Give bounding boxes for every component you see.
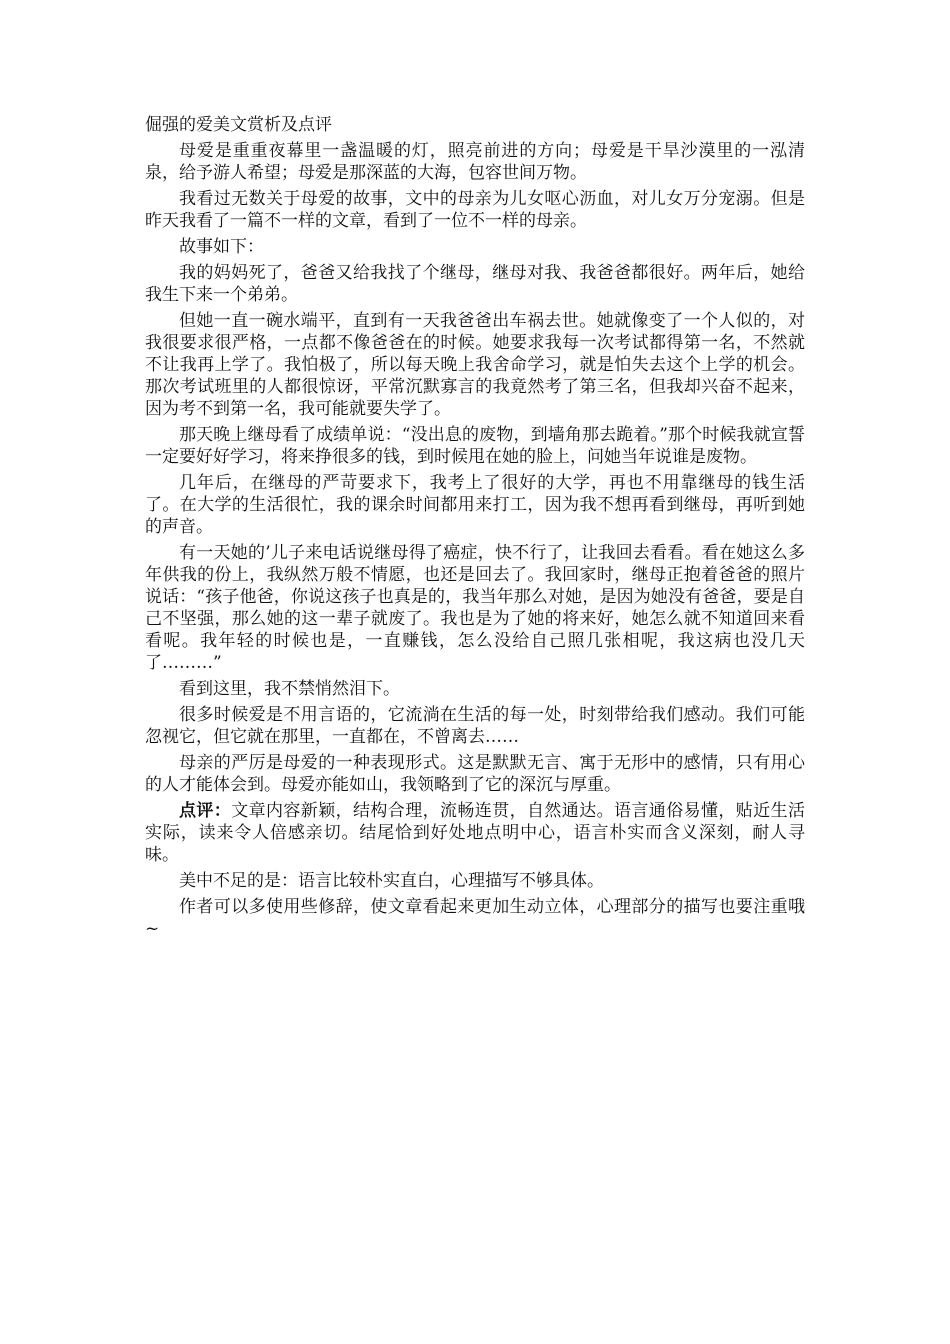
shortcoming-paragraph: 美中不足的是：语言比较朴实直白，心理描写不够具体。 [179,871,604,891]
paragraph: 那天晚上继母看了成绩单说：“没出息的废物，到墙角那去跪着。”那个时候我就宣誓一定要好好学习，将来挣很多的钱，到时候甩在她的脸上，问她当年说谁是废物。 [145,425,805,467]
paragraph: 母爱是重重夜幕里一盏温暖的灯，照亮前进的方向；母爱是干旱沙漠里的一泓清泉，给予游人希望；母爱是那深蓝的大海，包容世间万物。 [145,141,805,183]
paragraph: 母亲的严厉是母爱的一种表现形式。这是默默无言、寓于无形中的感情，只有用心的人才能体会到。母爱亦能如山，我领略到了它的深沉与厚重。 [145,753,805,795]
paragraph: 几年后，在继母的严苛要求下，我考上了很好的大学，再也不用靠继母的钱生活了。在大学的生活很忙，我的课余时间都用来打工，因为我不想再看到继母，再听到她的声音。 [145,473,805,537]
comment-text: 文章内容新颖，结构合理，流畅连贯，自然通达。语言通俗易懂，贴近生活实际，读来令人倍感亲切。结尾恰到好处地点明中心，语言朴实而含义深刻，耐人寻味。 [145,801,806,865]
paragraph: 但她一直一碗水端平，直到有一天我爸爸出车祸去世。她就像变了一个人似的，对我很要求很严格，一点都不像爸爸在的时候。她要求我每一次考试都得第一名，不然就不让我再上学了。我怕极了，所以每天晚上我舍命学习，就是怕失去这个上学的机会。那次考试班里的人都很惊讶，平常沉默寡言的我竟然考了第三名，但我却兴奋不起来，因为考不到第一名，我可能就要失学了。 [145,311,805,419]
paragraph: 有一天她的’儿子来电话说继母得了癌症，快不行了，让我回去看看。看在她这么多年供我的份上，我纵然万般不情愿，也还是回去了。我回家时，继母正抱着爸爸的照片说话：“孩子他爸，你说这孩子也真是的，我当年那么对她，是因为她没有爸爸，要是自己不坚强，那么她的这一辈子就废了。我也是为了她的将来好，她怎么就不知道回来看看呢。我年轻的时候也是，一直赚钱，怎么没给自己照几张相呢，我这病也没几天了………” [145,543,805,673]
paragraph: 看到这里，我不禁悄然泪下。 [179,679,400,699]
suggestion-paragraph: 作者可以多使用些修辞，使文章看起来更加生动立体，心理部分的描写也要注重哦~ [145,897,805,939]
paragraph: 故事如下： [179,237,264,257]
paragraph: 我看过无数关于母爱的故事，文中的母亲为儿女呕心沥血，对儿女万分宠溺。但是昨天我看了一篇不一样的文章，看到了一位不一样的母亲。 [145,189,805,231]
comment-label: 点评： [179,801,232,821]
paragraph: 我的妈妈死了，爸爸又给我找了个继母，继母对我、我爸爸都很好。两年后，她给我生下来一个弟弟。 [145,263,805,305]
document-body [145,114,805,940]
comment-paragraph [145,800,805,866]
paragraph: 很多时候爱是不用言语的，它流淌在生活的每一处，时刻带给我们感动。我们可能忽视它，但它就在那里，一直都在，不曾离去…… [145,705,805,747]
document-title: 倔强的爱美文赏析及点评 [145,115,332,135]
